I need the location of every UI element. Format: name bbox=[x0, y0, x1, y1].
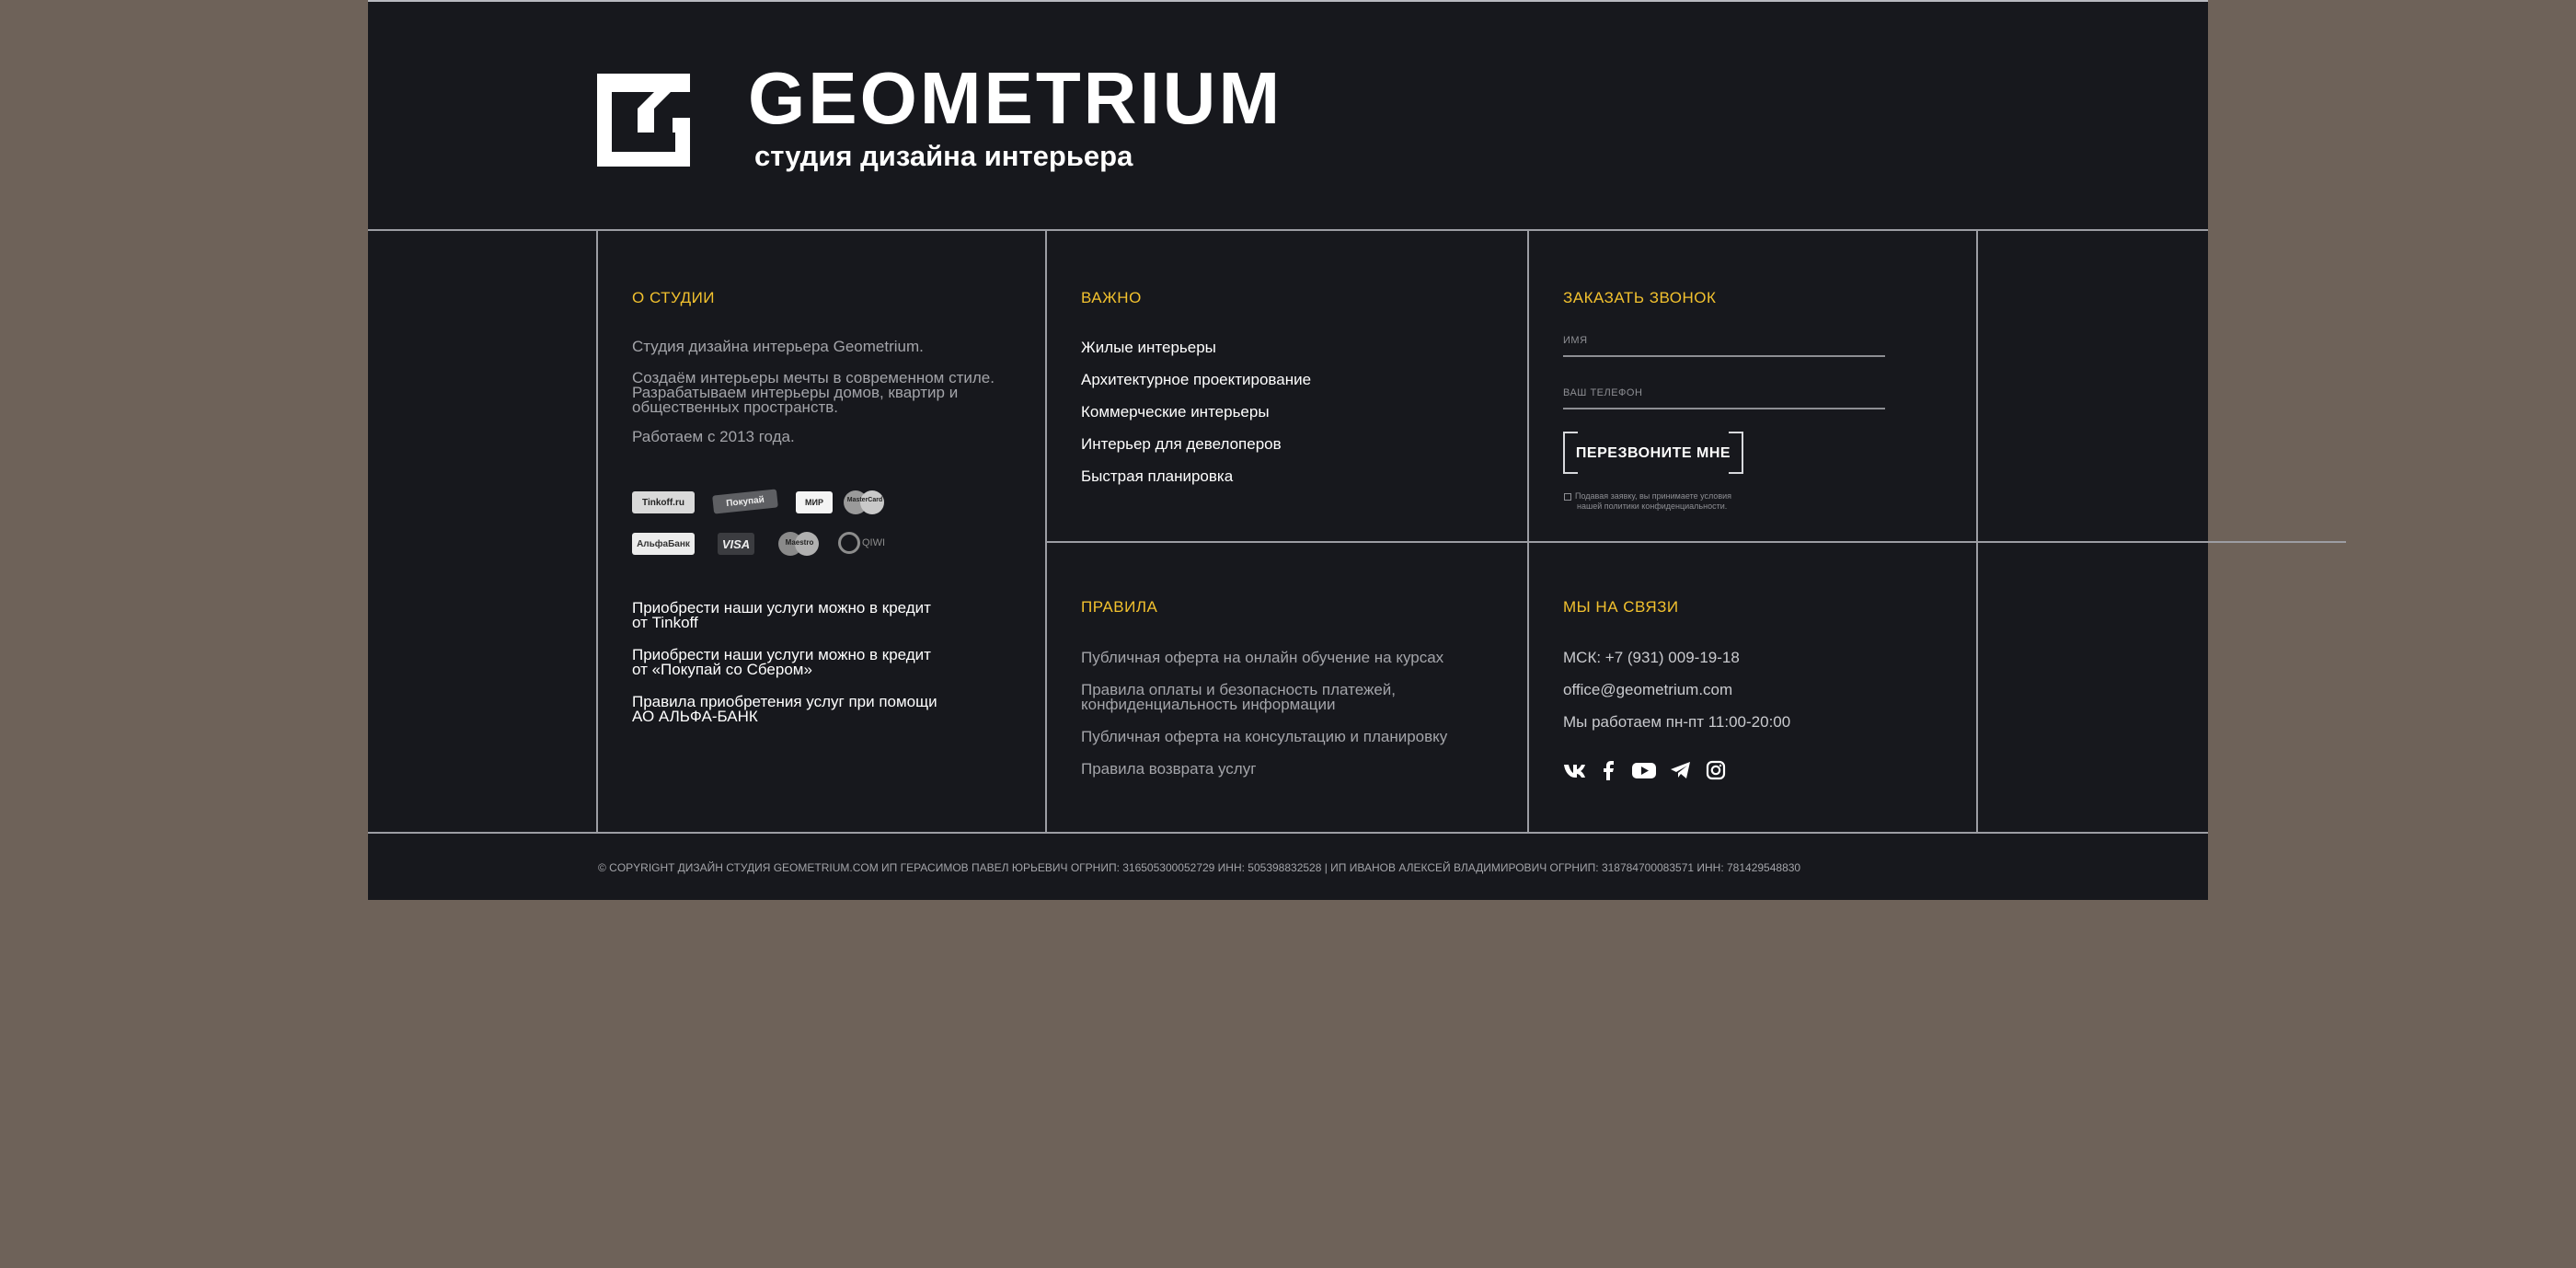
rule-refund-link[interactable]: Правила возврата услуг bbox=[1081, 760, 1257, 778]
link-developers[interactable]: Интерьер для девелоперов bbox=[1081, 435, 1282, 453]
link-architecture[interactable]: Архитектурное проектирование bbox=[1081, 371, 1312, 388]
consent-checkbox[interactable] bbox=[1564, 493, 1571, 501]
consent-line-1: Подавая заявку, вы принимаете условия bbox=[1575, 491, 1732, 501]
alfabank-badge: АльфаБанк bbox=[632, 533, 695, 555]
credit-sber-line-1: Приобрести наши услуги можно в кредит bbox=[632, 646, 931, 663]
about-desc-line-2: Разрабатываем интерьеры домов, квартир и bbox=[632, 384, 959, 401]
consent-line-2: нашей политики конфиденциальности. bbox=[1577, 501, 1728, 511]
button-bracket-left bbox=[1563, 432, 1578, 474]
facebook-icon[interactable] bbox=[1597, 758, 1621, 782]
divider-bottom bbox=[368, 832, 2208, 834]
phone-input-underline bbox=[1563, 408, 1885, 409]
name-input-underline bbox=[1563, 355, 1885, 357]
alfa-rules-line-2: АО АЛЬФА-БАНК bbox=[632, 708, 758, 725]
qiwi-icon bbox=[838, 531, 886, 555]
button-bracket-right bbox=[1729, 432, 1743, 474]
divider-col-3 bbox=[1527, 231, 1529, 832]
logo-subtitle: студия дизайна интерьера bbox=[754, 140, 1133, 172]
divider-col-1 bbox=[596, 231, 598, 832]
name-input[interactable]: ИМЯ bbox=[1563, 335, 1588, 346]
link-residential[interactable]: Жилые интерьеры bbox=[1081, 339, 1216, 356]
link-commercial[interactable]: Коммерческие интерьеры bbox=[1081, 403, 1270, 421]
email-link[interactable]: office@geometrium.com bbox=[1563, 681, 1733, 698]
callback-heading: ЗАКАЗАТЬ ЗВОНОК bbox=[1563, 289, 1717, 306]
vk-icon[interactable] bbox=[1563, 758, 1587, 782]
visa-badge: VISA bbox=[718, 533, 754, 555]
important-heading: ВАЖНО bbox=[1081, 289, 1142, 306]
mastercard-icon bbox=[844, 490, 886, 514]
consent-text bbox=[1575, 491, 1777, 512]
working-hours: Мы работаем пн-пт 11:00-20:00 bbox=[1563, 713, 1791, 731]
geometrium-logo-icon[interactable] bbox=[597, 74, 690, 167]
credit-tinkoff-link[interactable] bbox=[632, 601, 931, 630]
callback-button-label: ПЕРЕЗВОНИТЕ МНЕ bbox=[1575, 445, 1731, 461]
qiwi-label: QIWI bbox=[862, 537, 886, 548]
contacts-heading: МЫ НА СВЯЗИ bbox=[1563, 598, 1679, 616]
youtube-icon[interactable] bbox=[1630, 758, 1656, 782]
phone-input[interactable]: ВАШ ТЕЛЕФОН bbox=[1563, 387, 1643, 398]
maestro-icon bbox=[778, 532, 821, 556]
rule-payment-line-2: конфиденциальность информации bbox=[1081, 696, 1336, 713]
divider-top bbox=[368, 229, 2208, 231]
credit-sber-line-2: от «Покупай со Сбером» bbox=[632, 661, 812, 678]
phone-link[interactable]: МСК: +7 (931) 009-19-18 bbox=[1563, 649, 1740, 666]
about-since: Работаем с 2013 года. bbox=[632, 428, 795, 445]
rule-offer-consultation-link[interactable]: Публичная оферта на консультацию и планировку bbox=[1081, 728, 1448, 745]
credit-tinkoff-line-2: от Tinkoff bbox=[632, 614, 698, 631]
credit-tinkoff-line-1: Приобрести наши услуги можно в кредит bbox=[632, 599, 931, 617]
divider-col-2 bbox=[1045, 231, 1047, 832]
rule-offer-courses-link[interactable]: Публичная оферта на онлайн обучение на курсах bbox=[1081, 649, 1444, 666]
rule-payment-security-link[interactable] bbox=[1081, 683, 1396, 712]
mastercard-label: MasterCard bbox=[846, 497, 883, 503]
credit-sber-link[interactable] bbox=[632, 648, 931, 677]
tinkoff-badge: Tinkoff.ru bbox=[632, 491, 695, 513]
maestro-label: Maestro bbox=[785, 538, 814, 547]
pokupay-badge: Покупай bbox=[712, 489, 778, 513]
alfa-rules-link[interactable] bbox=[632, 695, 937, 724]
link-quick-planning[interactable]: Быстрая планировка bbox=[1081, 467, 1234, 485]
about-desc-line-3: общественных пространств. bbox=[632, 398, 838, 416]
logo-title[interactable]: GEOMETRIUM bbox=[748, 57, 1283, 139]
instagram-icon[interactable] bbox=[1704, 758, 1728, 782]
alfa-rules-line-1: Правила приобретения услуг при помощи bbox=[632, 693, 937, 710]
telegram-icon[interactable] bbox=[1669, 758, 1693, 782]
about-heading: О СТУДИИ bbox=[632, 289, 716, 306]
site-footer bbox=[368, 0, 2208, 900]
about-desc-line-1: Создаём интерьеры мечты в современном стиле. bbox=[632, 369, 995, 386]
rules-heading: ПРАВИЛА bbox=[1081, 598, 1158, 616]
divider-middle bbox=[1045, 541, 2346, 543]
about-intro: Студия дизайна интерьера Geometrium. bbox=[632, 338, 924, 355]
rule-payment-line-1: Правила оплаты и безопасность платежей, bbox=[1081, 681, 1397, 698]
mir-badge: МИР bbox=[796, 491, 833, 513]
copyright-text: © COPYRIGHT ДИЗАЙН СТУДИЯ GEOMETRIUM.COM ИП ГЕРАСИМОВ ПАВЕЛ ЮРЬЕВИЧ ОГРНИП: 316505300052729 ИНН: 505398832528 | ИП ИВАНОВ АЛЕКСЕЙ ВЛАДИМИРОВИЧ ОГРНИП: 318784700083571 ИНН: 781429548830 bbox=[598, 861, 1801, 874]
callback-button[interactable] bbox=[1563, 432, 1743, 476]
divider-col-4 bbox=[1976, 231, 1978, 832]
